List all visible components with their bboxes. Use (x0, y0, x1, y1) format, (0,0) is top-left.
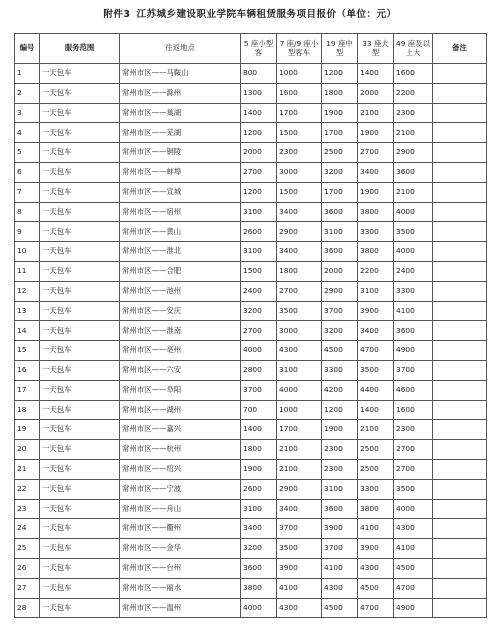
route-cell: 常州市区——宣城 (120, 182, 241, 202)
row-number: 2 (15, 83, 40, 103)
service-type-cell: 一天包车 (40, 380, 120, 400)
table-row (15, 301, 487, 321)
service-type-cell: 一天包车 (40, 103, 120, 123)
note-cell (433, 598, 487, 618)
service-type-cell: 一天包车 (40, 598, 120, 618)
service-type-cell: 一天包车 (40, 341, 120, 361)
price-cell-c33: 4700 (358, 341, 394, 361)
table-row (15, 598, 487, 618)
price-cell-c7: 4300 (277, 341, 322, 361)
header-19-seat: 19 座中型 (322, 34, 358, 64)
note-cell (433, 440, 487, 460)
row-number: 7 (15, 182, 40, 202)
price-cell-c5: 1200 (241, 123, 277, 143)
price-cell-c5: 1400 (241, 103, 277, 123)
note-cell (433, 539, 487, 559)
row-number: 17 (15, 380, 40, 400)
price-cell-c5: 2400 (241, 281, 277, 301)
table-row (15, 400, 487, 420)
route-cell: 常州市区——阜阳 (120, 380, 241, 400)
price-cell-c33: 1400 (358, 400, 394, 420)
note-cell (433, 143, 487, 163)
price-cell-c33: 3800 (358, 499, 394, 519)
price-cell-c5: 3100 (241, 242, 277, 262)
table-row (15, 83, 487, 103)
service-type-cell: 一天包车 (40, 222, 120, 242)
row-number: 6 (15, 162, 40, 182)
price-cell-c5: 2700 (241, 321, 277, 341)
route-cell: 常州市区——安庆 (120, 301, 241, 321)
price-cell-c49: 4900 (394, 341, 433, 361)
service-type-cell: 一天包车 (40, 162, 120, 182)
price-cell-c19: 3100 (322, 479, 358, 499)
price-cell-c33: 2500 (358, 459, 394, 479)
service-type-cell: 一天包车 (40, 281, 120, 301)
table-row (15, 281, 487, 301)
table-row (15, 162, 487, 182)
row-number: 28 (15, 598, 40, 618)
price-cell-c19: 1900 (322, 103, 358, 123)
table-row (15, 558, 487, 578)
row-number: 13 (15, 301, 40, 321)
price-cell-c33: 3300 (358, 222, 394, 242)
price-cell-c7: 3400 (277, 242, 322, 262)
row-number: 14 (15, 321, 40, 341)
note-cell (433, 202, 487, 222)
price-cell-c49: 4000 (394, 499, 433, 519)
service-type-cell: 一天包车 (40, 400, 120, 420)
note-cell (433, 281, 487, 301)
route-cell: 常州市区——滁州 (120, 83, 241, 103)
price-cell-c49: 3600 (394, 162, 433, 182)
price-cell-c33: 3300 (358, 479, 394, 499)
row-number: 10 (15, 242, 40, 262)
table-row (15, 479, 487, 499)
price-cell-c49: 4000 (394, 242, 433, 262)
route-cell: 常州市区——温州 (120, 598, 241, 618)
service-type-cell: 一天包车 (40, 182, 120, 202)
table-row (15, 341, 487, 361)
title-text: 江苏城乡建设职业学院车辆租赁服务项目报价（单位：元） (136, 9, 397, 20)
table-row (15, 242, 487, 262)
route-cell: 常州市区——铜陵 (120, 143, 241, 163)
price-cell-c19: 2900 (322, 281, 358, 301)
price-cell-c33: 2200 (358, 261, 394, 281)
route-cell: 常州市区——合肥 (120, 261, 241, 281)
price-cell-c49: 4500 (394, 558, 433, 578)
service-type-cell: 一天包车 (40, 499, 120, 519)
table-body (15, 64, 487, 618)
row-number: 8 (15, 202, 40, 222)
price-cell-c7: 3000 (277, 162, 322, 182)
note-cell (433, 162, 487, 182)
note-cell (433, 222, 487, 242)
price-cell-c33: 3800 (358, 202, 394, 222)
price-cell-c49: 3700 (394, 360, 433, 380)
row-number: 11 (15, 261, 40, 281)
price-cell-c5: 1200 (241, 182, 277, 202)
route-cell: 常州市区——马鞍山 (120, 64, 241, 84)
note-cell (433, 420, 487, 440)
route-cell: 常州市区——丽水 (120, 578, 241, 598)
note-cell (433, 459, 487, 479)
header-note: 备注 (433, 34, 487, 64)
price-cell-c5: 3600 (241, 558, 277, 578)
route-cell: 常州市区——黄山 (120, 222, 241, 242)
note-cell (433, 558, 487, 578)
price-cell-c7: 1600 (277, 83, 322, 103)
price-cell-c5: 2800 (241, 360, 277, 380)
price-cell-c7: 2700 (277, 281, 322, 301)
note-cell (433, 341, 487, 361)
table-row (15, 261, 487, 281)
price-cell-c49: 1600 (394, 64, 433, 84)
price-cell-c5: 1300 (241, 83, 277, 103)
price-cell-c49: 4000 (394, 202, 433, 222)
price-cell-c33: 2100 (358, 103, 394, 123)
price-cell-c33: 3100 (358, 281, 394, 301)
price-cell-c7: 3100 (277, 360, 322, 380)
table-row (15, 420, 487, 440)
price-cell-c49: 4700 (394, 578, 433, 598)
row-number: 20 (15, 440, 40, 460)
route-cell: 常州市区——蚌埠 (120, 162, 241, 182)
price-cell-c33: 2500 (358, 440, 394, 460)
price-cell-c49: 3600 (394, 321, 433, 341)
price-cell-c19: 2000 (322, 261, 358, 281)
route-cell: 常州市区——淮南 (120, 321, 241, 341)
price-cell-c5: 3200 (241, 301, 277, 321)
price-cell-c7: 1700 (277, 103, 322, 123)
row-number: 16 (15, 360, 40, 380)
row-number: 18 (15, 400, 40, 420)
route-cell: 常州市区——绍兴 (120, 459, 241, 479)
price-cell-c19: 1700 (322, 123, 358, 143)
route-cell: 常州市区——湖州 (120, 400, 241, 420)
price-cell-c5: 3400 (241, 519, 277, 539)
price-cell-c7: 2100 (277, 459, 322, 479)
price-cell-c33: 4700 (358, 598, 394, 618)
price-cell-c19: 3100 (322, 222, 358, 242)
price-cell-c49: 3500 (394, 479, 433, 499)
price-cell-c49: 2400 (394, 261, 433, 281)
table-row (15, 499, 487, 519)
service-type-cell: 一天包车 (40, 301, 120, 321)
attachment-label: 附件3 (103, 9, 131, 20)
price-cell-c49: 3500 (394, 222, 433, 242)
price-table (14, 33, 487, 618)
price-cell-c5: 4000 (241, 341, 277, 361)
price-cell-c5: 700 (241, 400, 277, 420)
note-cell (433, 499, 487, 519)
price-cell-c7: 3900 (277, 558, 322, 578)
price-cell-c33: 3900 (358, 539, 394, 559)
price-cell-c19: 3600 (322, 499, 358, 519)
note-cell (433, 182, 487, 202)
row-number: 1 (15, 64, 40, 84)
price-cell-c5: 3100 (241, 499, 277, 519)
price-cell-c33: 2100 (358, 420, 394, 440)
route-cell: 常州市区——舟山 (120, 499, 241, 519)
service-type-cell: 一天包车 (40, 64, 120, 84)
price-cell-c49: 4100 (394, 301, 433, 321)
price-cell-c33: 3800 (358, 242, 394, 262)
row-number: 27 (15, 578, 40, 598)
price-cell-c5: 4000 (241, 598, 277, 618)
service-type-cell: 一天包车 (40, 261, 120, 281)
price-cell-c19: 3200 (322, 321, 358, 341)
note-cell (433, 103, 487, 123)
service-type-cell: 一天包车 (40, 123, 120, 143)
price-cell-c7: 2900 (277, 479, 322, 499)
note-cell (433, 360, 487, 380)
price-cell-c33: 4300 (358, 558, 394, 578)
price-cell-c5: 800 (241, 64, 277, 84)
service-type-cell: 一天包车 (40, 143, 120, 163)
table-row (15, 578, 487, 598)
route-cell: 常州市区——芜湖 (120, 123, 241, 143)
price-cell-c5: 3700 (241, 380, 277, 400)
service-type-cell: 一天包车 (40, 360, 120, 380)
price-cell-c7: 3000 (277, 321, 322, 341)
table-row (15, 103, 487, 123)
note-cell (433, 321, 487, 341)
row-number: 12 (15, 281, 40, 301)
price-cell-c49: 2200 (394, 83, 433, 103)
header-service: 服务范围 (40, 34, 120, 64)
price-cell-c19: 1200 (322, 64, 358, 84)
table-row (15, 64, 487, 84)
price-cell-c33: 4400 (358, 380, 394, 400)
price-cell-c5: 2600 (241, 479, 277, 499)
price-cell-c19: 3600 (322, 202, 358, 222)
row-number: 15 (15, 341, 40, 361)
price-cell-c7: 4300 (277, 598, 322, 618)
note-cell (433, 380, 487, 400)
price-cell-c49: 3300 (394, 281, 433, 301)
price-cell-c19: 3200 (322, 162, 358, 182)
service-type-cell: 一天包车 (40, 420, 120, 440)
price-cell-c19: 3600 (322, 242, 358, 262)
price-cell-c7: 4000 (277, 380, 322, 400)
table-row (15, 222, 487, 242)
note-cell (433, 242, 487, 262)
price-cell-c5: 3800 (241, 578, 277, 598)
price-cell-c7: 1700 (277, 420, 322, 440)
row-number: 19 (15, 420, 40, 440)
price-cell-c7: 3500 (277, 301, 322, 321)
table-row (15, 143, 487, 163)
price-cell-c19: 3900 (322, 519, 358, 539)
service-type-cell: 一天包车 (40, 202, 120, 222)
row-number: 3 (15, 103, 40, 123)
price-cell-c19: 3700 (322, 539, 358, 559)
service-type-cell: 一天包车 (40, 558, 120, 578)
table-row (15, 321, 487, 341)
table-row (15, 380, 487, 400)
price-cell-c49: 4900 (394, 598, 433, 618)
table-header-row (15, 34, 487, 64)
price-cell-c19: 3300 (322, 360, 358, 380)
price-cell-c49: 1600 (394, 400, 433, 420)
route-cell: 常州市区——宿州 (120, 202, 241, 222)
price-cell-c7: 1500 (277, 182, 322, 202)
price-cell-c33: 1900 (358, 123, 394, 143)
header-33-seat: 33 座大型 (358, 34, 394, 64)
service-type-cell: 一天包车 (40, 459, 120, 479)
price-cell-c7: 1500 (277, 123, 322, 143)
note-cell (433, 479, 487, 499)
price-cell-c19: 4200 (322, 380, 358, 400)
note-cell (433, 64, 487, 84)
note-cell (433, 519, 487, 539)
price-cell-c33: 1400 (358, 64, 394, 84)
service-type-cell: 一天包车 (40, 519, 120, 539)
price-cell-c7: 3500 (277, 539, 322, 559)
route-cell: 常州市区——池州 (120, 281, 241, 301)
row-number: 22 (15, 479, 40, 499)
price-cell-c33: 2700 (358, 143, 394, 163)
row-number: 24 (15, 519, 40, 539)
price-cell-c19: 2300 (322, 440, 358, 460)
route-cell: 常州市区——台州 (120, 558, 241, 578)
table-row (15, 360, 487, 380)
price-cell-c7: 2900 (277, 222, 322, 242)
price-cell-c33: 4100 (358, 519, 394, 539)
price-cell-c5: 1400 (241, 420, 277, 440)
note-cell (433, 578, 487, 598)
price-cell-c7: 4100 (277, 578, 322, 598)
route-cell: 常州市区——金华 (120, 539, 241, 559)
price-cell-c19: 1700 (322, 182, 358, 202)
row-number: 4 (15, 123, 40, 143)
note-cell (433, 123, 487, 143)
price-cell-c49: 2300 (394, 103, 433, 123)
price-cell-c19: 4100 (322, 558, 358, 578)
row-number: 25 (15, 539, 40, 559)
price-cell-c5: 2600 (241, 222, 277, 242)
price-cell-c49: 2700 (394, 459, 433, 479)
price-cell-c19: 2500 (322, 143, 358, 163)
price-cell-c7: 2100 (277, 440, 322, 460)
row-number: 9 (15, 222, 40, 242)
header-5-seat: 5 座小型客 (241, 34, 277, 64)
price-cell-c7: 3400 (277, 499, 322, 519)
price-cell-c19: 1200 (322, 400, 358, 420)
table-row (15, 202, 487, 222)
price-cell-c5: 1800 (241, 440, 277, 460)
price-cell-c7: 2300 (277, 143, 322, 163)
price-cell-c33: 4500 (358, 578, 394, 598)
price-cell-c7: 1800 (277, 261, 322, 281)
document-title (0, 6, 500, 20)
service-type-cell: 一天包车 (40, 242, 120, 262)
service-type-cell: 一天包车 (40, 321, 120, 341)
row-number: 5 (15, 143, 40, 163)
price-cell-c19: 4500 (322, 341, 358, 361)
header-7-9-seat: 7 座/9 座小型客车 (277, 34, 322, 64)
route-cell: 常州市区——衢州 (120, 519, 241, 539)
service-type-cell: 一天包车 (40, 539, 120, 559)
price-cell-c19: 3700 (322, 301, 358, 321)
price-cell-c5: 2000 (241, 143, 277, 163)
price-cell-c49: 2100 (394, 182, 433, 202)
note-cell (433, 83, 487, 103)
table-row (15, 519, 487, 539)
price-cell-c19: 4500 (322, 598, 358, 618)
price-cell-c5: 1900 (241, 459, 277, 479)
price-cell-c49: 4300 (394, 519, 433, 539)
route-cell: 常州市区——宁波 (120, 479, 241, 499)
price-cell-c19: 1800 (322, 83, 358, 103)
header-route: 往返地点 (120, 34, 241, 64)
price-cell-c49: 2300 (394, 420, 433, 440)
note-cell (433, 261, 487, 281)
header-49-seat: 49 座及以上大 (394, 34, 433, 64)
price-cell-c33: 2000 (358, 83, 394, 103)
table-row (15, 182, 487, 202)
price-cell-c19: 4300 (322, 578, 358, 598)
note-cell (433, 400, 487, 420)
service-type-cell: 一天包车 (40, 578, 120, 598)
price-cell-c19: 1900 (322, 420, 358, 440)
header-no: 编号 (15, 34, 40, 64)
route-cell: 常州市区——嘉兴 (120, 420, 241, 440)
route-cell: 常州市区——淮北 (120, 242, 241, 262)
service-type-cell: 一天包车 (40, 83, 120, 103)
price-cell-c33: 3400 (358, 162, 394, 182)
table-row (15, 123, 487, 143)
price-cell-c5: 2700 (241, 162, 277, 182)
route-cell: 常州市区——杭州 (120, 440, 241, 460)
note-cell (433, 301, 487, 321)
price-cell-c33: 3500 (358, 360, 394, 380)
price-cell-c33: 1900 (358, 182, 394, 202)
price-cell-c33: 3400 (358, 321, 394, 341)
route-cell: 常州市区——六安 (120, 360, 241, 380)
table-row (15, 539, 487, 559)
service-type-cell: 一天包车 (40, 440, 120, 460)
price-cell-c7: 3400 (277, 202, 322, 222)
price-cell-c19: 2300 (322, 459, 358, 479)
route-cell: 常州市区——亳州 (120, 341, 241, 361)
row-number: 23 (15, 499, 40, 519)
row-number: 21 (15, 459, 40, 479)
price-cell-c49: 2900 (394, 143, 433, 163)
price-cell-c5: 3100 (241, 202, 277, 222)
service-type-cell: 一天包车 (40, 479, 120, 499)
price-cell-c33: 3900 (358, 301, 394, 321)
table-row (15, 459, 487, 479)
price-cell-c49: 4600 (394, 380, 433, 400)
price-cell-c7: 1000 (277, 64, 322, 84)
price-cell-c49: 2700 (394, 440, 433, 460)
route-cell: 常州市区——巢湖 (120, 103, 241, 123)
price-cell-c5: 1500 (241, 261, 277, 281)
price-cell-c7: 3700 (277, 519, 322, 539)
price-cell-c7: 1000 (277, 400, 322, 420)
table-row (15, 440, 487, 460)
row-number: 26 (15, 558, 40, 578)
price-cell-c5: 3200 (241, 539, 277, 559)
price-cell-c49: 4100 (394, 539, 433, 559)
price-cell-c49: 2100 (394, 123, 433, 143)
